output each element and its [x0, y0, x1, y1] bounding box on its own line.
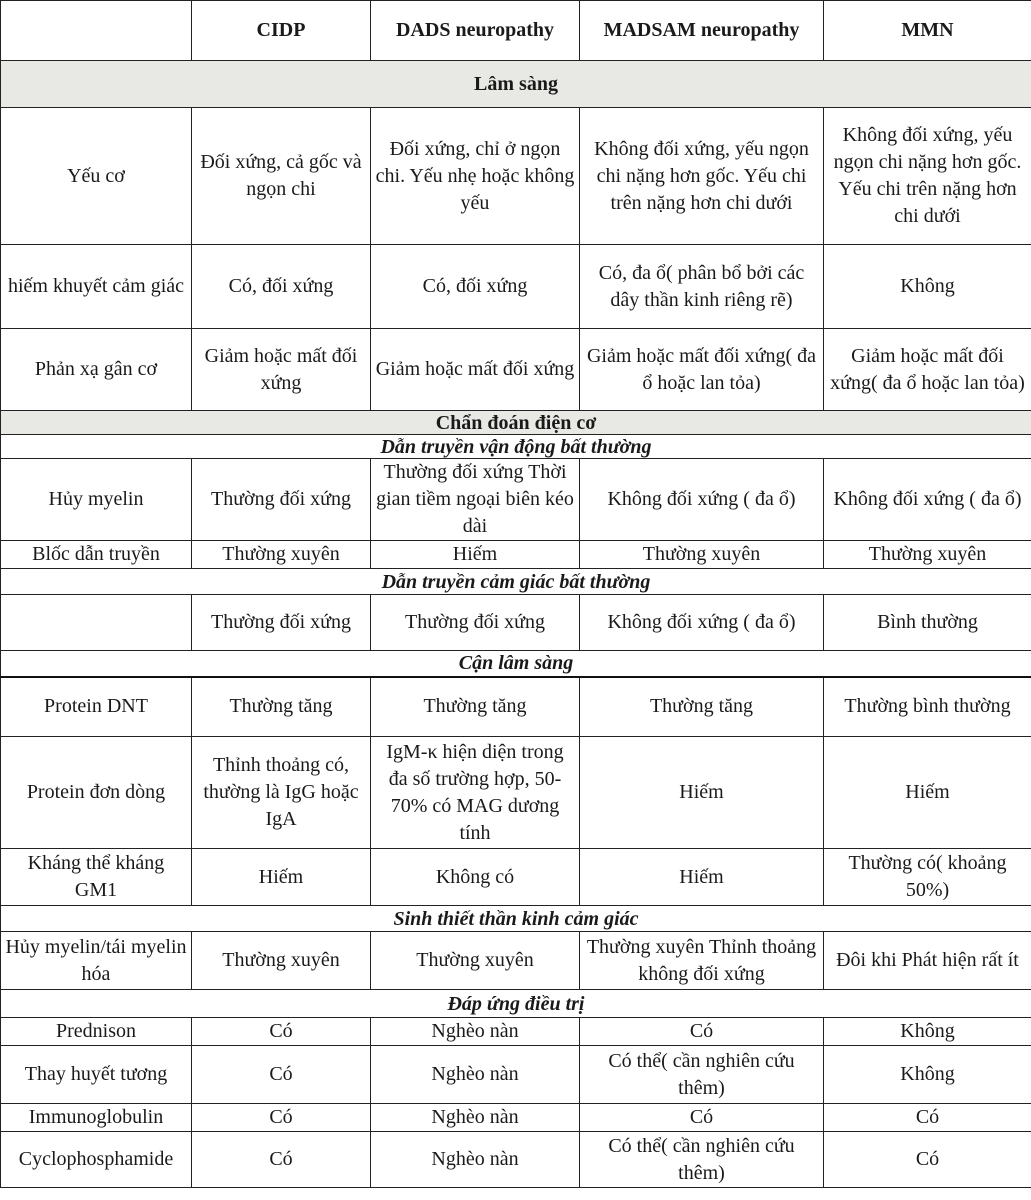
cell-mmn: Không đối xứng, yếu ngọn chi nặng hơn gốc. Yếu chi trên nặng hơn chi dưới	[824, 108, 1031, 245]
subsection-motor	[1, 435, 1031, 459]
cell-dads: Hiếm	[371, 541, 580, 569]
cell-mmn: Thường xuyên	[824, 541, 1031, 569]
cell-madsam: Có thể( cần nghiên cứu thêm)	[580, 1132, 824, 1188]
cell-dads: Thường tăng	[371, 677, 580, 737]
cell-cidp: Có	[192, 1104, 371, 1132]
cell-dads: Giảm hoặc mất đối xứng	[371, 329, 580, 411]
header-empty	[1, 1, 192, 61]
cell-madsam: Có thể( cần nghiên cứu thêm)	[580, 1046, 824, 1104]
cell-madsam: Thường xuyên	[580, 541, 824, 569]
cell-madsam: Hiếm	[580, 737, 824, 849]
cell-madsam: Thường tăng	[580, 677, 824, 737]
cell-mmn: Không	[824, 1046, 1031, 1104]
cell-madsam: Có, đa ổ( phân bổ bởi các dây thần kinh riêng rẽ)	[580, 245, 824, 329]
cell-mmn: Không	[824, 245, 1031, 329]
row-label: Blốc dẫn truyền	[1, 541, 192, 569]
row-label: Yếu cơ	[1, 108, 192, 245]
cell-mmn: Đôi khi Phát hiện rất ít	[824, 932, 1031, 990]
subsection-sensory	[1, 569, 1031, 595]
cell-madsam: Giảm hoặc mất đối xứng( đa ổ hoặc lan tỏa)	[580, 329, 824, 411]
table-row	[1, 541, 1031, 569]
table-row	[1, 1046, 1031, 1104]
subsection-title: Sinh thiết thần kinh cảm giác	[1, 906, 1031, 932]
cell-mmn: Không đối xứng ( đa ổ)	[824, 459, 1031, 541]
subsection-paraclinical	[1, 651, 1031, 677]
section-title: Lâm sàng	[1, 61, 1031, 108]
cell-mmn: Không	[824, 1018, 1031, 1046]
row-label: Thay huyết tương	[1, 1046, 192, 1104]
cell-cidp: Có, đối xứng	[192, 245, 371, 329]
subsection-biopsy	[1, 906, 1031, 932]
row-label: Protein DNT	[1, 677, 192, 737]
cell-dads: Thường xuyên	[371, 932, 580, 990]
table-row	[1, 459, 1031, 541]
cell-mmn: Có	[824, 1132, 1031, 1188]
cell-dads: Thường đối xứng	[371, 595, 580, 651]
row-label: Cyclophosphamide	[1, 1132, 192, 1188]
section-title: Chẩn đoán điện cơ	[1, 411, 1031, 435]
table-row	[1, 595, 1031, 651]
row-label	[1, 595, 192, 651]
subsection-title: Cận lâm sàng	[1, 651, 1031, 677]
cell-cidp: Có	[192, 1132, 371, 1188]
table-row	[1, 1018, 1031, 1046]
cell-cidp: Thường xuyên	[192, 932, 371, 990]
cell-cidp: Thỉnh thoảng có, thường là IgG hoặc IgA	[192, 737, 371, 849]
cell-cidp: Thường xuyên	[192, 541, 371, 569]
cell-cidp: Đối xứng, cả gốc và ngọn chi	[192, 108, 371, 245]
row-label: Hủy myelin	[1, 459, 192, 541]
subsection-title: Dẫn truyền vận động bất thường	[1, 435, 1031, 459]
header-dads: DADS neuropathy	[371, 1, 580, 61]
header-cidp: CIDP	[192, 1, 371, 61]
table-row	[1, 677, 1031, 737]
table-row	[1, 1104, 1031, 1132]
row-label: hiếm khuyết cảm giác	[1, 245, 192, 329]
cell-cidp: Thường đối xứng	[192, 595, 371, 651]
table-row	[1, 245, 1031, 329]
row-label: Phản xạ gân cơ	[1, 329, 192, 411]
cell-madsam: Có	[580, 1018, 824, 1046]
cell-dads: IgM-κ hiện diện trong đa số trường hợp, 50-70% có MAG dương tính	[371, 737, 580, 849]
cell-dads: Nghèo nàn	[371, 1046, 580, 1104]
cell-madsam: Có	[580, 1104, 824, 1132]
section-clinical	[1, 61, 1031, 108]
cell-mmn: Có	[824, 1104, 1031, 1132]
subsection-title: Đáp ứng điều trị	[1, 990, 1031, 1018]
header-row	[1, 1, 1031, 61]
section-emg	[1, 411, 1031, 435]
cell-dads: Không có	[371, 849, 580, 906]
cell-cidp: Có	[192, 1046, 371, 1104]
row-label: Protein đơn dòng	[1, 737, 192, 849]
table-row	[1, 108, 1031, 245]
cell-mmn: Hiếm	[824, 737, 1031, 849]
cell-madsam: Hiếm	[580, 849, 824, 906]
header-mmn: MMN	[824, 1, 1031, 61]
row-label: Prednison	[1, 1018, 192, 1046]
subsection-treatment	[1, 990, 1031, 1018]
table-row	[1, 849, 1031, 906]
table-row	[1, 932, 1031, 990]
row-label: Kháng thể kháng GM1	[1, 849, 192, 906]
cell-dads: Nghèo nàn	[371, 1132, 580, 1188]
cell-cidp: Giảm hoặc mất đối xứng	[192, 329, 371, 411]
cell-madsam: Không đối xứng, yếu ngọn chi nặng hơn gốc. Yếu chi trên nặng hơn chi dưới	[580, 108, 824, 245]
cell-cidp: Có	[192, 1018, 371, 1046]
cell-dads: Đối xứng, chỉ ở ngọn chi. Yếu nhẹ hoặc không yếu	[371, 108, 580, 245]
subsection-title: Dẫn truyền cảm giác bất thường	[1, 569, 1031, 595]
cell-mmn: Bình thường	[824, 595, 1031, 651]
cell-mmn: Thường bình thường	[824, 677, 1031, 737]
row-label: Hủy myelin/tái myelin hóa	[1, 932, 192, 990]
cell-mmn: Thường có( khoảng 50%)	[824, 849, 1031, 906]
table-row	[1, 737, 1031, 849]
table-row	[1, 1132, 1031, 1188]
header-madsam: MADSAM neuropathy	[580, 1, 824, 61]
row-label: Immunoglobulin	[1, 1104, 192, 1132]
cell-madsam: Thường xuyên Thỉnh thoảng không đối xứng	[580, 932, 824, 990]
cell-madsam: Không đối xứng ( đa ổ)	[580, 459, 824, 541]
cell-dads: Nghèo nàn	[371, 1104, 580, 1132]
cell-cidp: Hiếm	[192, 849, 371, 906]
cell-mmn: Giảm hoặc mất đối xứng( đa ổ hoặc lan tỏa)	[824, 329, 1031, 411]
cell-dads: Thường đối xứng Thời gian tiềm ngoại biên kéo dài	[371, 459, 580, 541]
cell-madsam: Không đối xứng ( đa ổ)	[580, 595, 824, 651]
table-row	[1, 329, 1031, 411]
cell-dads: Nghèo nàn	[371, 1018, 580, 1046]
cell-cidp: Thường đối xứng	[192, 459, 371, 541]
cell-cidp: Thường tăng	[192, 677, 371, 737]
cell-dads: Có, đối xứng	[371, 245, 580, 329]
